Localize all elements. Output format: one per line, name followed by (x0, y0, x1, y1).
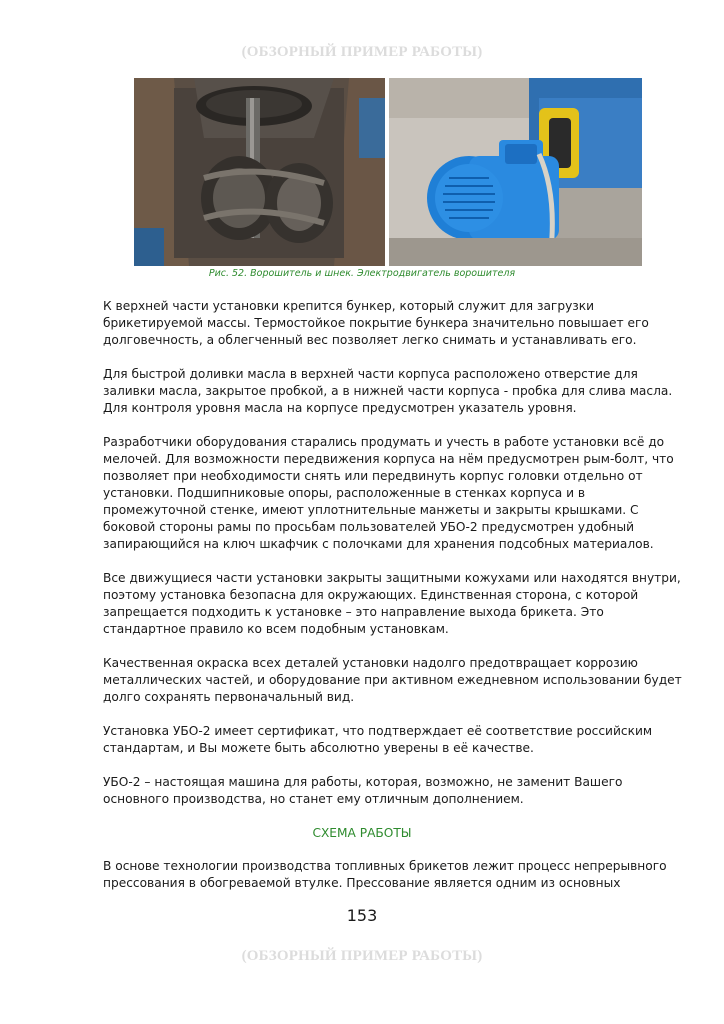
text-line: Все движущиеся части установки закрыты защитными кожухами или находятся внутри, (103, 571, 681, 585)
text-line: стандартам, и Вы можете быть абсолютно уверены в её качестве. (103, 741, 534, 755)
figure-caption: Рис. 52. Ворошитель и шнек. Электродвигатель ворошителя (208, 268, 516, 279)
text-line: Установка УБО-2 имеет сертификат, что подтверждает её соответствие российским (103, 724, 653, 738)
text-line: К верхней части установки крепится бункер, который служит для загрузки (103, 299, 595, 313)
paragraph-paint (103, 655, 682, 706)
text-line: установки. Подшипниковые опоры, расположенные в стенках корпуса и в (103, 486, 586, 500)
text-line: УБО-2 – настоящая машина для работы, которая, возможно, не заменит Вашего (103, 775, 623, 789)
figure-photos (134, 78, 642, 266)
text-line: мелочей. Для возможности передвижения корпуса на нём предусмотрен рым-болт, что (103, 452, 674, 466)
paragraph-conclusion (103, 774, 673, 808)
text-line: брикетируемой массы. Термостойкое покрытие бункера значительно повышает его (103, 316, 649, 330)
paragraph-oil (103, 366, 673, 417)
paragraph-certificate (103, 723, 673, 757)
text-line: стандартное правило ко всем подобным установкам. (103, 622, 449, 636)
text-line: Разработчики оборудования старались продумать и учесть в работе установки всё до (103, 435, 665, 449)
text-line: запрещается подходить к установке – это направление выхода брикета. Это (103, 605, 604, 619)
text-line: прессования в обогреваемой втулке. Прессование является одним из основных (103, 876, 621, 890)
agitator-motor-photo (389, 78, 642, 266)
text-line: металлических частей, и оборудование при активном ежедневном использовании будет (103, 673, 682, 687)
paragraph-bunker (103, 298, 673, 349)
text-line: позволяет при необходимости снять или передвинуть корпус головки отдельно от (103, 469, 643, 483)
text-line: долго сохранять первоначальный вид. (103, 690, 355, 704)
paragraph-technology (103, 858, 673, 892)
text-line: основного производства, но станет ему отличным дополнением. (103, 792, 524, 806)
section-title: СХЕМА РАБОТЫ (312, 826, 412, 840)
paragraph-safety (103, 570, 681, 638)
paragraph-design (103, 434, 673, 553)
text-line: В основе технологии производства топливных брикетов лежит процесс непрерывного (103, 859, 667, 873)
text-line: боковой стороны рамы по просьбам пользователей УБО-2 предусмотрен удобный (103, 520, 634, 534)
text-line: Качественная окраска всех деталей установки надолго предотвращает коррозию (103, 656, 638, 670)
text-line: Для контроля уровня масла на корпусе предусмотрен указатель уровня. (103, 401, 577, 415)
page-number: 153 (346, 906, 378, 925)
text-line: заливки масла, закрытое пробкой, а в нижней части корпуса - пробка для слива масла. (103, 384, 673, 398)
text-line: промежуточной стенке, имеют уплотнительные манжеты и закрыты крышками. С (103, 503, 639, 517)
text-line: Для быстрой доливки масла в верхней части корпуса расположено отверстие для (103, 367, 638, 381)
text-line: запирающийся на ключ шкафчик с полочками для хранения подсобных материалов. (103, 537, 654, 551)
text-line: поэтому установка безопасна для окружающих. Единственная сторона, с которой (103, 588, 639, 602)
agitator-auger-photo (134, 78, 385, 266)
watermark-top: (ОБЗОРНЫЙ ПРИМЕР РАБОТЫ) (241, 44, 483, 60)
text-line: долговечность, а облегченный вес позволяет легко снимать и устанавливать его. (103, 333, 637, 347)
watermark-bottom: (ОБЗОРНЫЙ ПРИМЕР РАБОТЫ) (241, 948, 483, 964)
